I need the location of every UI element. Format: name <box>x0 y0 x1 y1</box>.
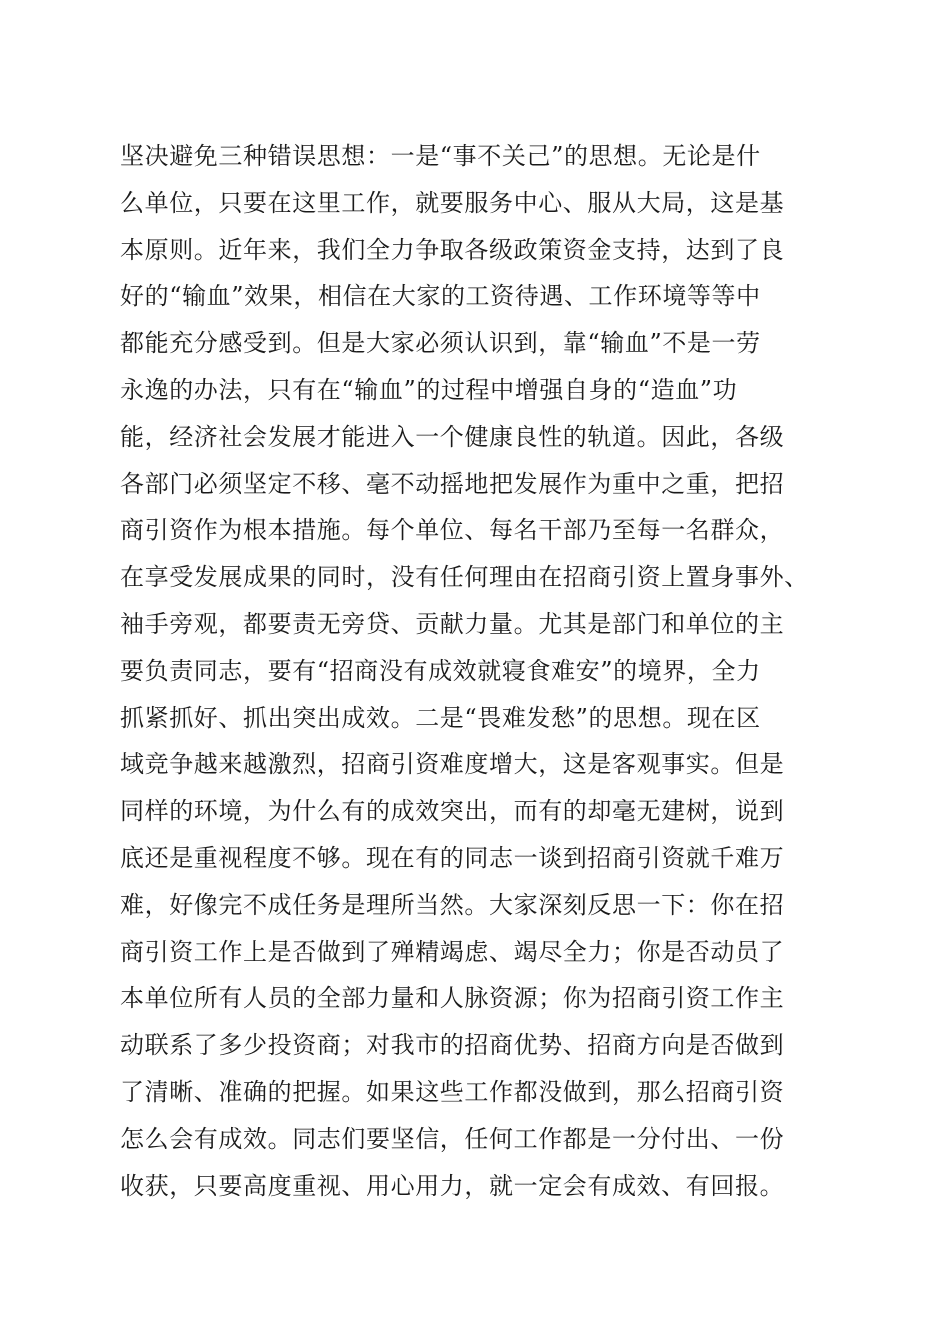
text-line: 收获，只要高度重视、用心用力，就一定会有成效、有回报。 <box>120 1171 785 1200</box>
text-line: 坚决避免三种错误思想：一是“事不关己”的思想。无论是什 <box>120 142 761 170</box>
text-line: 动联系了多少投资商；对我市的招商优势、招商方向是否做到 <box>120 1031 785 1060</box>
text-line: 商引资工作上是否做到了殚精竭虑、竭尽全力；你是否动员了 <box>120 937 785 966</box>
text-line: 本原则。近年来，我们全力争取各级政策资金支持，达到了良 <box>120 235 785 264</box>
text-line: 好的“输血”效果，相信在大家的工资待遇、工作环境等等中 <box>120 282 761 311</box>
text-line: 域竞争越来越激烈，招商引资难度增大，这是客观事实。但是 <box>120 750 785 779</box>
text-line: 永逸的办法，只有在“输血”的过程中增强自身的“造血”功 <box>120 375 738 404</box>
body-paragraph <box>120 133 840 1209</box>
text-line: 本单位所有人员的全部力量和人脉资源；你为招商引资工作主 <box>120 984 785 1013</box>
text-line: 同样的环境，为什么有的成效突出，而有的却毫无建树，说到 <box>120 797 785 826</box>
text-line: 底还是重视程度不够。现在有的同志一谈到招商引资就千难万 <box>120 843 785 872</box>
text-line: 能，经济社会发展才能进入一个健康良性的轨道。因此，各级 <box>120 422 785 451</box>
text-line: 都能充分感受到。但是大家必须认识到，靠“输血”不是一劳 <box>120 329 761 358</box>
text-line: 难，好像完不成任务是理所当然。大家深刻反思一下：你在招 <box>120 890 785 919</box>
text-line: 怎么会有成效。同志们要坚信，任何工作都是一分付出、一份 <box>120 1124 785 1153</box>
text-line: 商引资作为根本措施。每个单位、每名干部乃至每一名群众， <box>120 516 785 545</box>
text-line: 在享受发展成果的同时，没有任何理由在招商引资上置身事外、 <box>120 563 809 592</box>
text-line: 了清晰、准确的把握。如果这些工作都没做到，那么招商引资 <box>120 1077 785 1106</box>
text-line: 各部门必须坚定不移、毫不动摇地把发展作为重中之重，把招 <box>120 469 785 498</box>
text-line: 么单位，只要在这里工作，就要服务中心、服从大局，这是基 <box>120 188 785 217</box>
text-line: 袖手旁观，都要责无旁贷、贡献力量。尤其是部门和单位的主 <box>120 609 785 638</box>
text-line: 要负责同志，要有“招商没有成效就寝食难安”的境界，全力 <box>120 656 761 685</box>
text-line: 抓紧抓好、抓出突出成效。二是“畏难发愁”的思想。现在区 <box>120 703 761 732</box>
